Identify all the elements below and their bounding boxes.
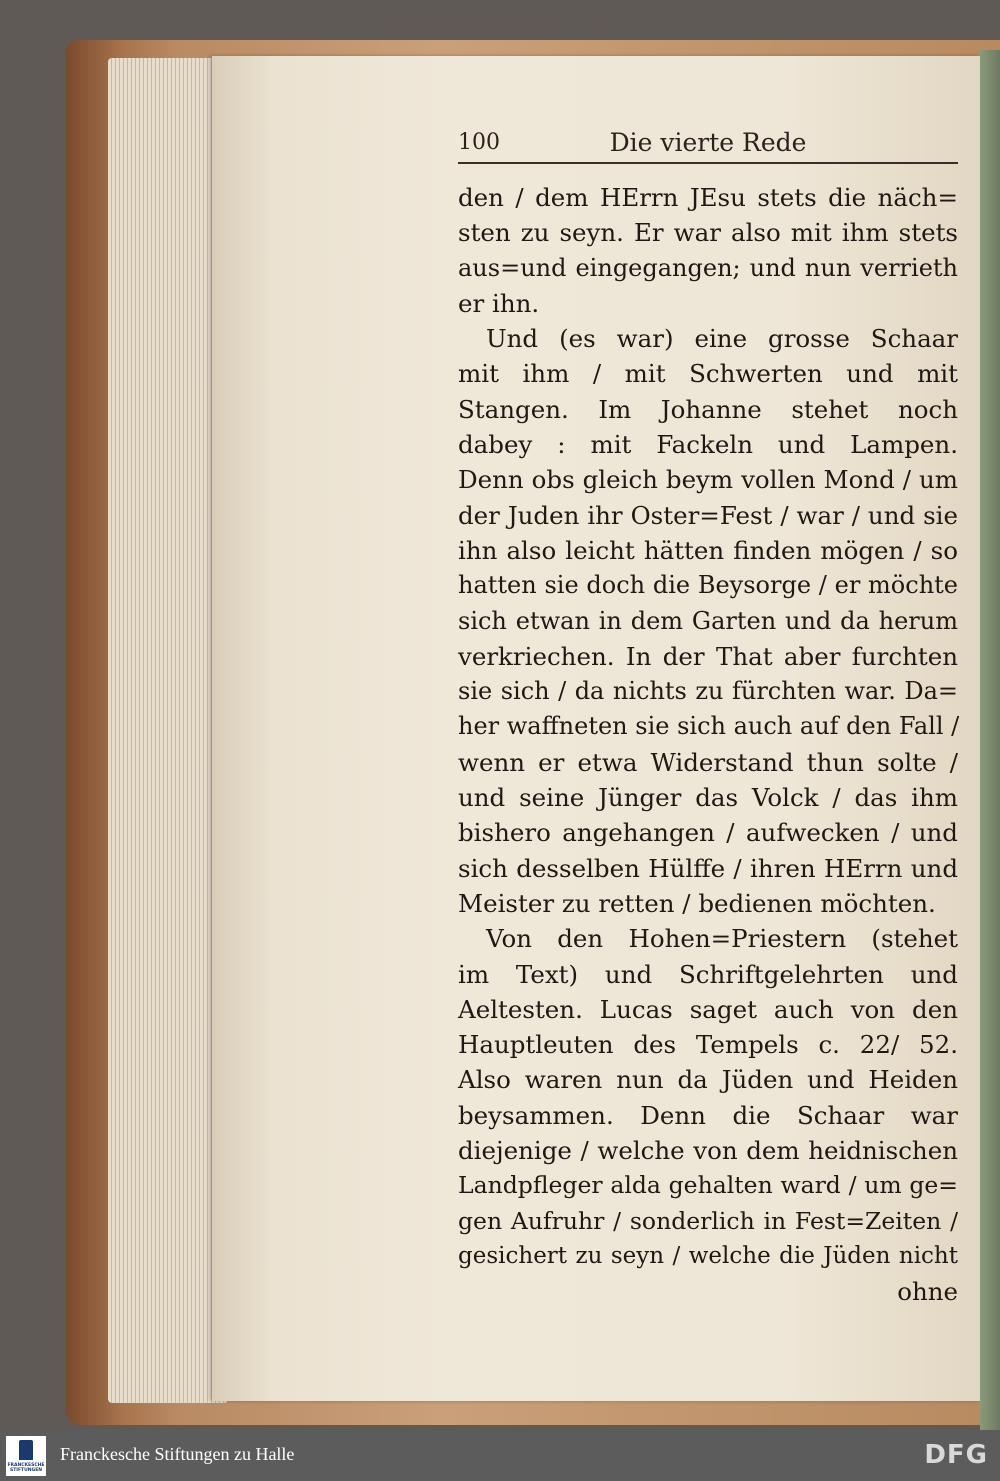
text-line: sich desselben Hülffe / ihren HErrn und [458,853,958,883]
text-line: mit ihm / mit Schwerten und mit [458,359,958,389]
page-body-text [458,180,958,1310]
institution-name[interactable]: Franckesche Stiftungen zu Halle [60,1444,295,1464]
text-line: der Juden ihr Oster=Fest / war / und sie [458,500,958,530]
text-line: Meister zu retten / bedienen möchten. [458,888,936,918]
text-line: her waffneten sie sich auch auf den Fall / [458,712,960,741]
text-line: bishero angehangen / aufwecken / und [458,818,958,848]
viewer-footer [0,1430,1000,1481]
text-line: gen Aufruhr / sonderlich in Fest=Zeiten / [458,1206,958,1235]
text-line: sten zu seyn. Er war also mit ihm stets [458,218,958,248]
text-line: gesichert zu seyn / welche die Jüden nicht [458,1242,958,1269]
page-header [458,128,958,164]
logo-caption: FRANCKESCHE STIFTUNGEN [7,1463,45,1473]
text-line: den / dem HErrn JEsu stets die näch= [458,183,958,212]
page-number: 100 [458,130,500,155]
text-line: Von den Hohen=Priestern (stehet [486,924,958,954]
text-line: sie sich / da nichts zu fürchten war. Da= [458,677,958,706]
catchword: ohne [897,1277,958,1307]
text-line: ihn also leicht hätten finden mögen / so [458,535,958,565]
text-line: hatten sie doch die Beysorge / er möchte [458,571,958,600]
page-edges [108,58,228,1403]
text-line: Aeltesten. Lucas saget auch von den [458,994,958,1024]
text-line: Landpfleger alda gehalten ward / um ge= [458,1171,958,1200]
text-line: Denn obs gleich beym vollen Mond / um [458,465,958,495]
text-line: sich etwan in dem Garten und da herum [458,606,958,635]
facing-page-strip [980,50,1000,1430]
text-line: Stangen. Im Johanne stehet noch [458,394,958,424]
text-line: im Text) und Schriftgelehrten und [458,959,958,989]
text-line: er ihn. [458,288,540,318]
building-icon [19,1440,33,1460]
text-line: Hauptleuten des Tempels c. 22/ 52. [458,1030,958,1060]
francke-foundation-logo[interactable] [6,1436,46,1476]
text-line: wenn er etwa Widerstand thun solte / [458,747,958,777]
text-line: Und (es war) eine grosse Schaar [486,324,958,354]
text-line: und seine Jünger das Volck / das ihm [458,783,958,813]
dfg-logo[interactable]: DFG [924,1440,988,1470]
text-line: Also waren nun da Jüden und Heiden [458,1065,958,1095]
running-head: Die vierte Rede [609,128,807,157]
text-line: verkriechen. In der That aber furchten [458,641,958,671]
text-line: aus=und eingegangen; und nun verrieth [458,253,958,282]
text-line: beysammen. Denn die Schaar war [458,1100,958,1130]
text-line: dabey : mit Fackeln und Lampen. [458,430,958,460]
text-line: diejenige / welche von dem heidnischen [458,1136,958,1166]
